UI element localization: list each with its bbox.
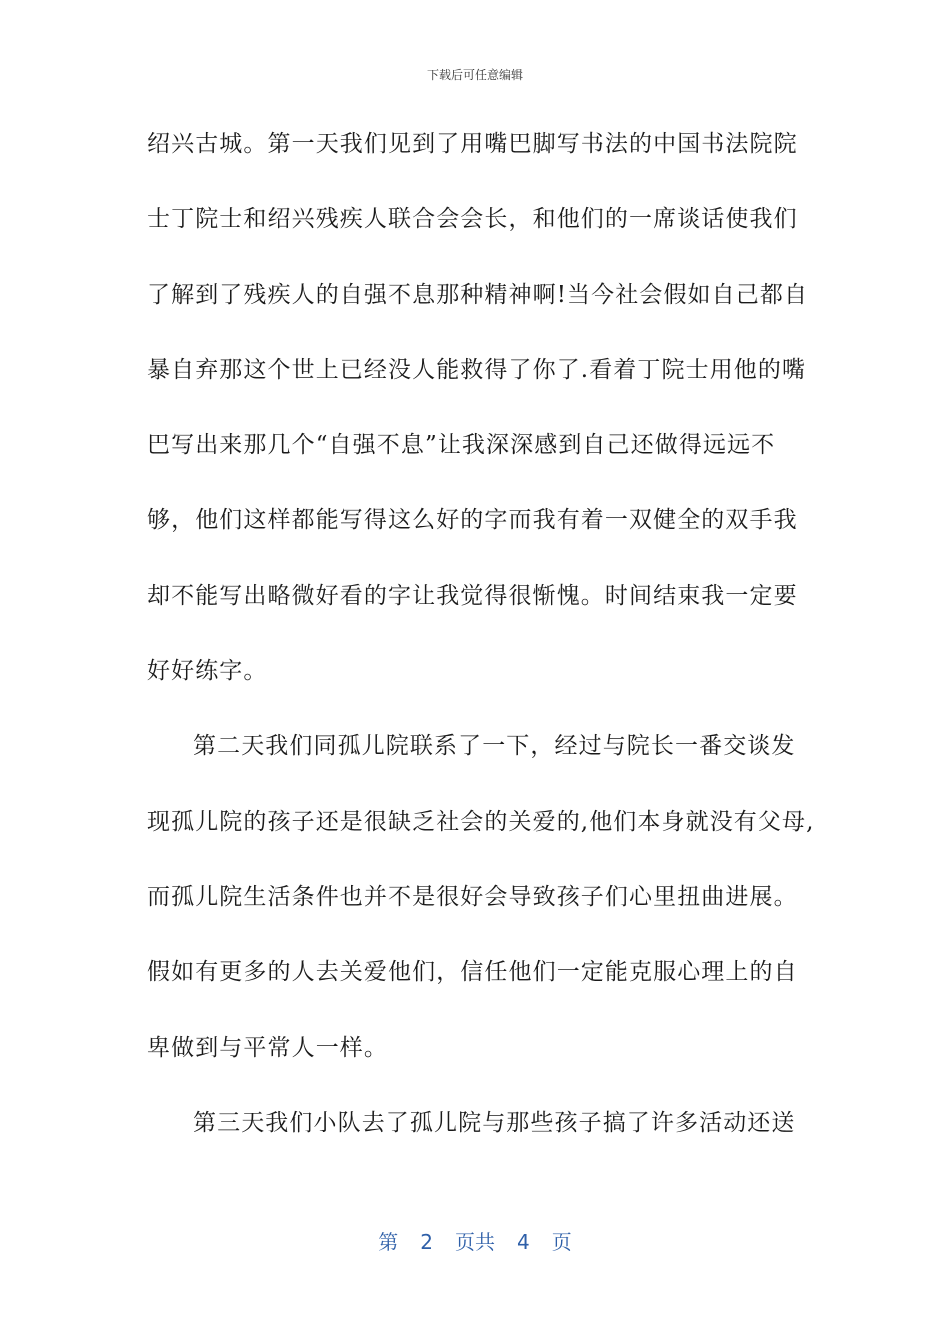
page-footer: [0, 1226, 950, 1255]
text-line: 暴自弃那这个世上已经没人能救得了你了.看着丁院士用他的嘴: [147, 356, 807, 383]
paragraph-start-line: 第三天我们小队去了孤儿院与那些孩子搞了许多活动还送: [193, 1109, 796, 1136]
text-line: 好好练字。: [147, 658, 268, 685]
text-line: 假如有更多的人去关爱他们，信任他们一定能克服心理上的自: [147, 959, 798, 986]
text-line: 士丁院士和绍兴残疾人联合会会长，和他们的一席谈话使我们: [147, 206, 798, 233]
footer-prefix: 第: [378, 1230, 399, 1254]
footer-page-number: 2: [420, 1230, 433, 1254]
footer-middle: 页共: [455, 1230, 495, 1254]
text-line: 了解到了残疾人的自强不息那种精神啊!当今社会假如自己都自: [147, 281, 809, 308]
text-line: 现孤儿院的孩子还是很缺乏社会的关爱的,他们本身就没有父母,: [147, 808, 815, 835]
text-line: 而孤儿院生活条件也并不是很好会导致孩子们心里扭曲进展。: [147, 883, 798, 910]
text-line: 巴写出来那几个“自强不息”让我深深感到自己还做得远远不: [147, 432, 776, 459]
document-body: [147, 126, 815, 1180]
footer-suffix: 页: [551, 1230, 572, 1254]
text-line: 够，他们这样都能写得这么好的字而我有着一双健全的双手我: [147, 507, 798, 534]
header-note: 下载后可任意编辑: [426, 68, 523, 82]
text-line: 绍兴古城。第一天我们见到了用嘴巴脚写书法的中国书法院院: [147, 131, 798, 157]
footer-total-pages: 4: [517, 1230, 530, 1254]
paragraph-start-line: 第二天我们同孤儿院联系了一下，经过与院长一番交谈发: [193, 733, 796, 760]
text-line: 却不能写出略微好看的字让我觉得很惭愧。时间结束我一定要: [147, 582, 798, 609]
text-line: 卑做到与平常人一样。: [147, 1034, 388, 1061]
